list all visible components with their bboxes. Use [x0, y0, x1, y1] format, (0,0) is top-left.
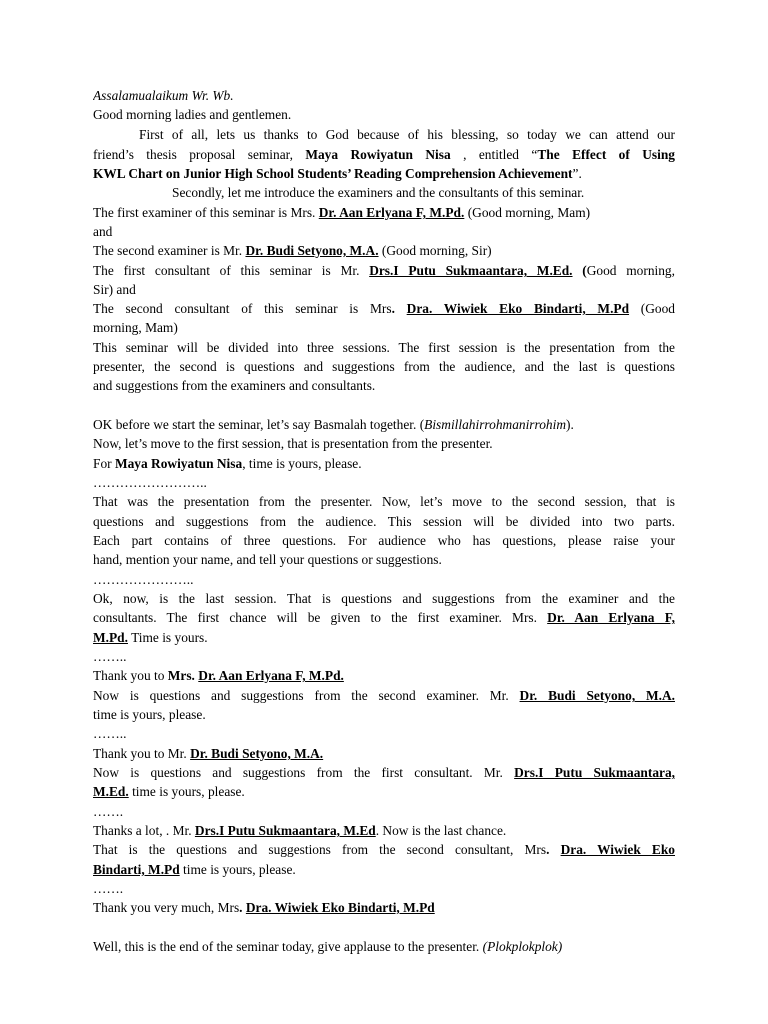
greeting-audience: Good morning ladies and gentlemen. — [93, 107, 292, 122]
second-consultant-name: Dra. Wiwiek Eko Bindarti, M.Pd — [245, 900, 435, 915]
first-consultant-name: Drs.I Putu Sukmaantara, M.Ed. — [369, 263, 573, 278]
second-consultant-line-cont: morning, Mam) — [93, 320, 178, 335]
first-consultant-turn-line-cont: M.Ed. time is yours, please. — [93, 784, 245, 799]
intro-line-3: KWL Chart on Junior High School Students’ Reading Comprehension Achievement”. — [93, 166, 582, 181]
intro-line-1: First of all, lets us thanks to God because of his blessing, so today we can attend our — [139, 127, 675, 142]
thanks-second-examiner-line: Thank you to Mr. Dr. Budi Setyono, M.A. — [93, 746, 324, 761]
first-consultant-line-cont: Sir) and — [93, 282, 136, 297]
second-session-line-1: That was the presentation from the presenter. Now, let’s move to the second session, that is — [93, 494, 675, 509]
second-examiner-name: Dr. Budi Setyono, M.A. — [245, 243, 379, 258]
second-consultant-turn-line-cont: Bindarti, M.Pd time is yours, please. — [93, 862, 296, 877]
first-examiner-line-cont: and — [93, 224, 113, 239]
second-examiner-line: The second examiner is Mr. Dr. Budi Setyono, M.A. (Good morning, Sir) — [93, 243, 492, 258]
thanks-first-consultant-line: Thanks a lot, . Mr. Drs.I Putu Sukmaantara, M.Ed. Now is the last chance. — [93, 823, 507, 838]
first-examiner-name: Dr. Aan Erlyana F, M.Pd. — [318, 205, 465, 220]
thesis-title-part-1: The Effect of Using — [537, 147, 675, 162]
greeting-opening: Assalamualaikum Wr. Wb. — [93, 88, 234, 103]
intro-line-2: friend’s thesis proposal seminar, Maya Rowiyatun Nisa , entitled “The Effect of Using — [93, 147, 675, 162]
second-consultant-name: Dra. Wiwiek Eko Bindarti, M.Pd — [406, 301, 630, 316]
presenter-turn-line: For Maya Rowiyatun Nisa, time is yours, please. — [93, 456, 362, 471]
second-examiner-name: Dr. Budi Setyono, M.A. — [190, 746, 324, 761]
second-examiner-name: Dr. Budi Setyono, M.A. — [519, 688, 675, 703]
ellipsis-separator: ……. — [93, 881, 124, 896]
second-consultant-line: The second consultant of this seminar is Mrs. Dra. Wiwiek Eko Bindarti, M.Pd (Good — [93, 301, 675, 316]
ellipsis-separator: ………………….. — [93, 572, 194, 587]
sessions-line-2: presenter, the second is questions and suggestions from the audience, and the last is questions — [93, 359, 675, 374]
second-consultant-turn-line: That is the questions and suggestions from the second consultant, Mrs. Dra. Wiwiek Eko — [93, 842, 675, 857]
thesis-title-part-2: KWL Chart on Junior High School Students’ Reading Comprehension Achievement — [93, 166, 573, 181]
first-examiner-name: Dr. Aan Erlyana F, M.Pd. — [198, 668, 344, 683]
thanks-first-examiner-line: Thank you to Mrs. Dr. Aan Erlyana F, M.Pd. — [93, 668, 344, 683]
sessions-line-1: This seminar will be divided into three sessions. The first session is the presentation from the — [93, 340, 675, 355]
last-session-line-1: Ok, now, is the last session. That is questions and suggestions from the examiner and the — [93, 591, 675, 606]
last-session-line-2: consultants. The first chance will be given to the first examiner. Mrs. Dr. Aan Erlyana F, — [93, 610, 675, 625]
first-consultant-turn-line: Now is questions and suggestions from the first consultant. Mr. Drs.I Putu Sukmaantara, — [93, 765, 675, 780]
thanks-second-consultant-line: Thank you very much, Mrs. Dra. Wiwiek Eko Bindarti, M.Pd — [93, 900, 435, 915]
ellipsis-separator: …….. — [93, 649, 127, 664]
second-session-line-2: questions and suggestions from the audience. This session will be divided into two parts. — [93, 514, 675, 529]
first-session-line: Now, let’s move to the first session, that is presentation from the presenter. — [93, 436, 493, 451]
presenter-name: Maya Rowiyatun Nisa — [114, 456, 243, 471]
last-session-line-3: M.Pd. Time is yours. — [93, 630, 208, 645]
first-examiner-name: Dr. Aan Erlyana F, — [547, 610, 675, 625]
second-consultant-name: Dra. Wiwiek Eko — [560, 842, 675, 857]
sessions-line-3: and suggestions from the examiners and consultants. — [93, 378, 376, 393]
basmalah-line: OK before we start the seminar, let’s say Basmalah together. (Bismillahirrohmanirrohim). — [93, 417, 574, 432]
second-session-line-3: Each part contains of three questions. For audience who has questions, please raise your — [93, 533, 675, 548]
first-consultant-name: Drs.I Putu Sukmaantara, M.Ed — [194, 823, 376, 838]
introduce-examiners-line: Secondly, let me introduce the examiners and the consultants of this seminar. — [172, 185, 585, 200]
presenter-name: Maya Rowiyatun Nisa — [305, 147, 451, 162]
first-consultant-line: The first consultant of this seminar is Mr. Drs.I Putu Sukmaantara, M.Ed. (Good morning, — [93, 263, 675, 278]
first-examiner-line: The first examiner of this seminar is Mrs. Dr. Aan Erlyana F, M.Pd. (Good morning, Mam) — [93, 205, 591, 220]
ellipsis-separator: ……. — [93, 804, 124, 819]
first-consultant-name: Drs.I Putu Sukmaantara, — [514, 765, 675, 780]
ellipsis-separator: …….. — [93, 726, 127, 741]
second-examiner-turn-line: Now is questions and suggestions from the second examiner. Mr. Dr. Budi Setyono, M.A. — [93, 688, 675, 703]
closing-line: Well, this is the end of the seminar today, give applause to the presenter. (Plokplokplok) — [93, 939, 563, 954]
second-session-line-4: hand, mention your name, and tell your questions or suggestions. — [93, 552, 442, 567]
ellipsis-separator: …………………….. — [93, 475, 207, 490]
second-examiner-turn-line-cont: time is yours, please. — [93, 707, 206, 722]
